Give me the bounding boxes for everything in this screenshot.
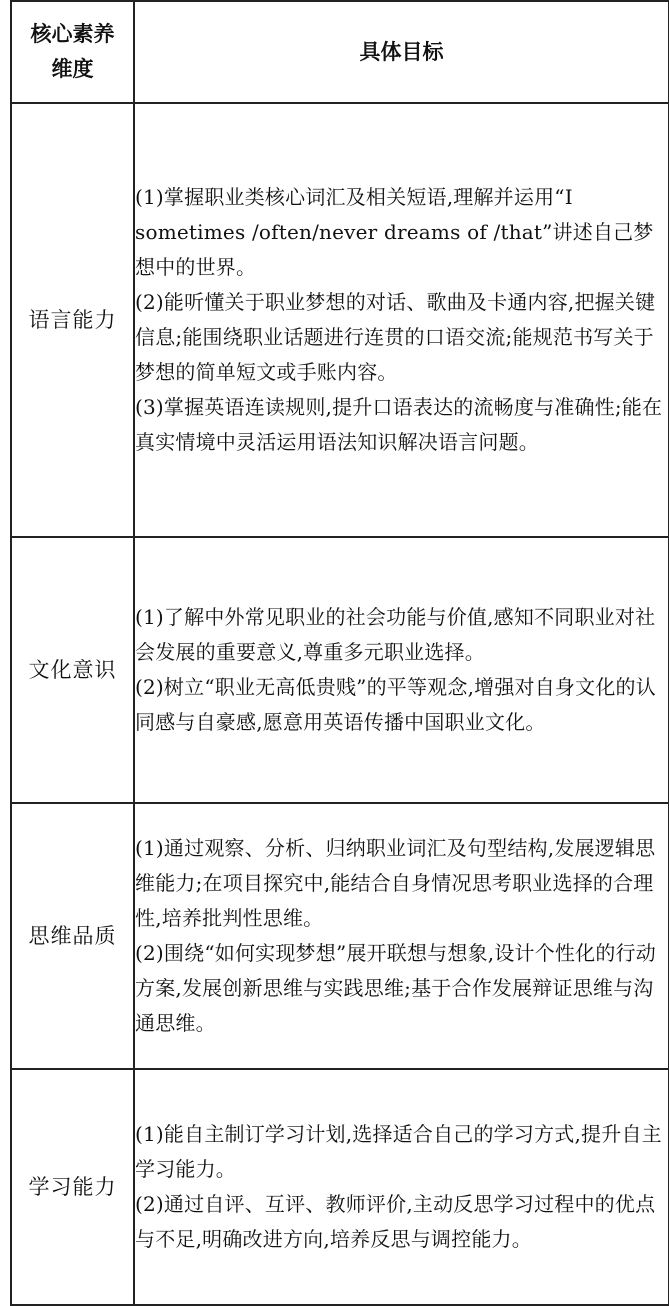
- table-row: [11, 103, 669, 537]
- dimension-label: 文化意识: [28, 658, 117, 682]
- dimension-cell: [11, 1069, 134, 1305]
- goals-header: [134, 1, 669, 103]
- goal-item: (3)掌握英语连读规则,提升口语表达的流畅度与准确性;能在真实情境中灵活运用语法知识解决语言问题。: [135, 395, 663, 454]
- table-row: [11, 1069, 669, 1305]
- header-row: [11, 1, 669, 103]
- goals-header-label: 具体目标: [359, 39, 444, 64]
- table-row: [11, 537, 669, 803]
- dimension-cell: [11, 803, 134, 1069]
- table-row: [11, 803, 669, 1069]
- dimension-header: [11, 1, 134, 103]
- dimension-cell: [11, 103, 134, 537]
- goal-item: (2)能听懂关于职业梦想的对话、歌曲及卡通内容,把握关键信息;能围绕职业话题进行连贯的口语交流;能规范书写关于梦想的简单短文或手账内容。: [135, 290, 656, 384]
- goal-item: (1)通过观察、分析、归纳职业词汇及句型结构,发展逻辑思维能力;在项目探究中,能结合自身情况思考职业选择的合理性,培养批判性思维。: [135, 836, 656, 930]
- dimension-label: 学习能力: [28, 1175, 117, 1199]
- goals-cell: [134, 537, 669, 803]
- goals-cell: [134, 803, 669, 1069]
- dimension-cell: [11, 537, 134, 803]
- dimension-label: 语言能力: [28, 308, 117, 332]
- dimension-header-label: 核心素养维度: [30, 22, 115, 81]
- goals-cell: [134, 1069, 669, 1305]
- goals-table: [10, 0, 669, 1306]
- goal-item: (1)能自主制订学习计划,选择适合自己的学习方式,提升自主学习能力。: [135, 1122, 662, 1181]
- goal-item: (1)掌握职业类核心词汇及相关短语,理解并运用“I sometimes /often/never dreams of /that”讲述自己梦想中的世界。: [135, 185, 654, 279]
- goal-item: (2)通过自评、互评、教师评价,主动反思学习过程中的优点与不足,明确改进方向,培养反思与调控能力。: [135, 1192, 656, 1251]
- goal-item: (1)了解中外常见职业的社会功能与价值,感知不同职业对社会发展的重要意义,尊重多元职业选择。: [135, 605, 656, 664]
- goal-item: (2)围绕“如何实现梦想”展开联想与想象,设计个性化的行动方案,发展创新思维与实践思维;基于合作发展辩证思维与沟通思维。: [135, 941, 656, 1035]
- goal-item: (2)树立“职业无高低贵贱”的平等观念,增强对自身文化的认同感与自豪感,愿意用英语传播中国职业文化。: [135, 675, 656, 734]
- goals-cell: [134, 103, 669, 537]
- dimension-label: 思维品质: [28, 924, 117, 948]
